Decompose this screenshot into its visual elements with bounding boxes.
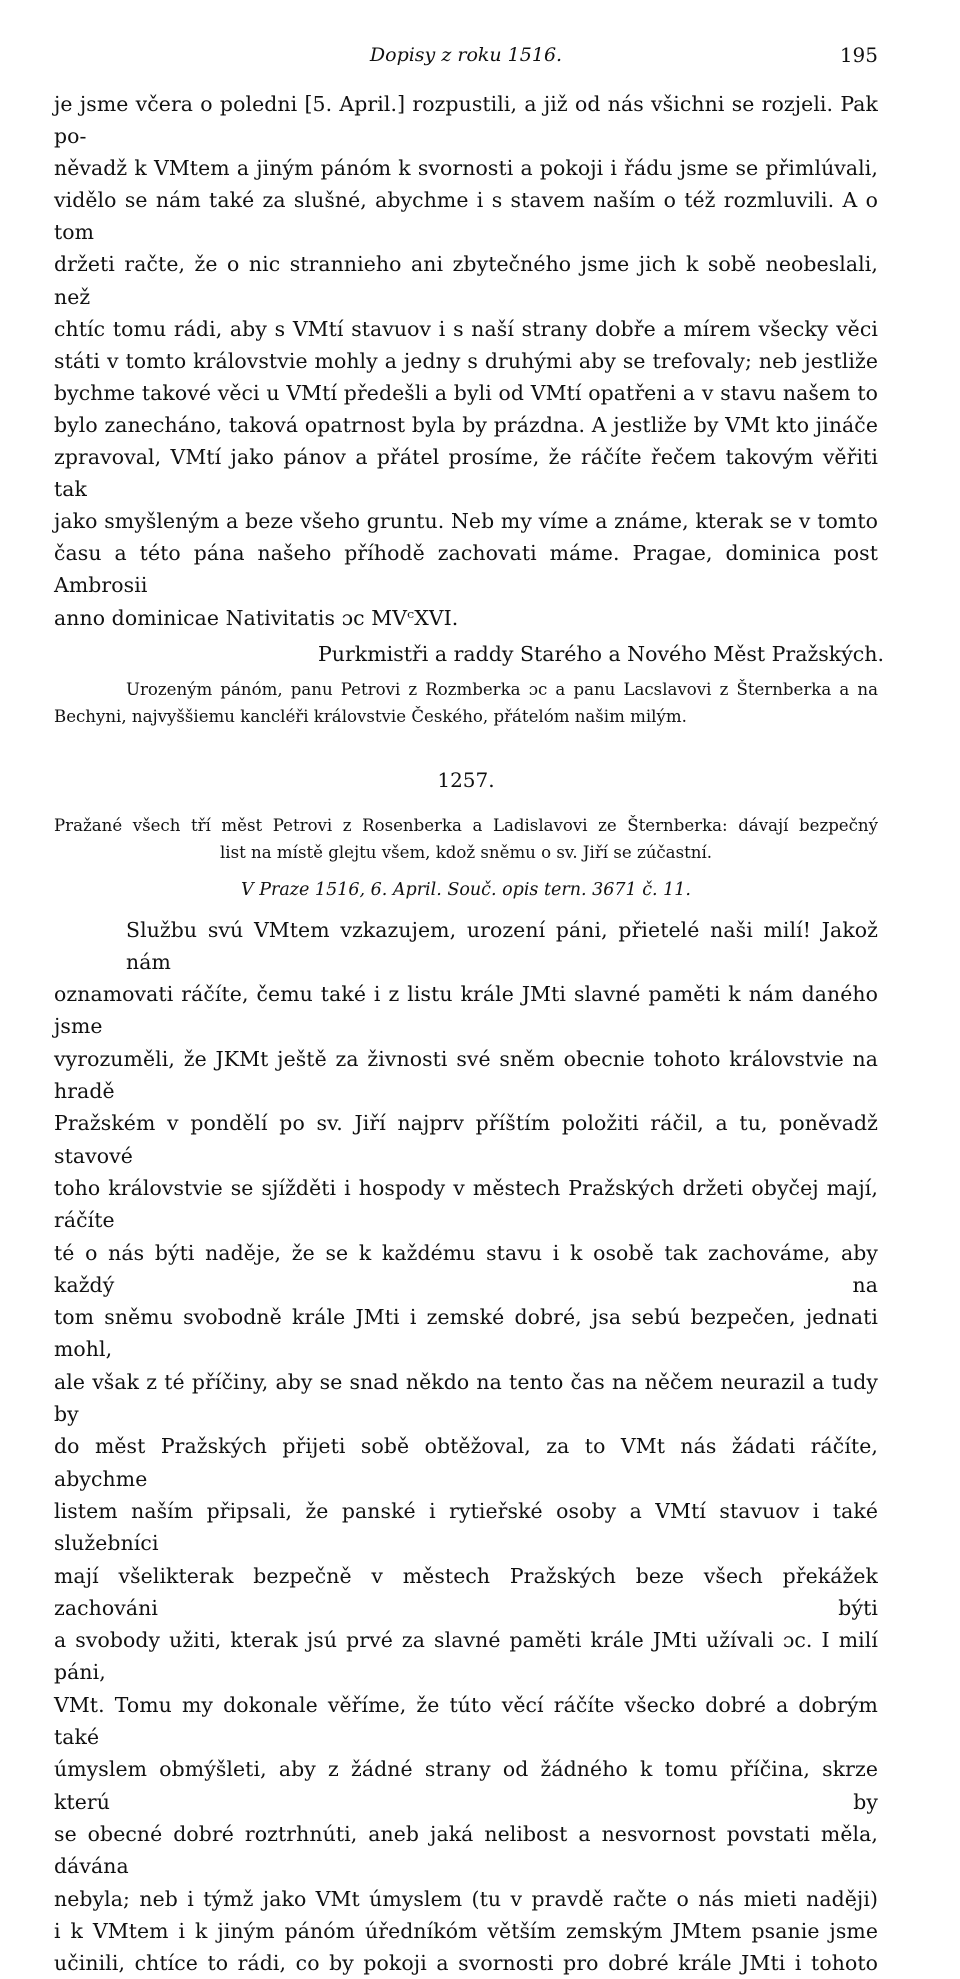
page-body [54, 88, 884, 1979]
text-line: učinili, chtíce to rádi, co by pokoji a svornosti pro dobré krále JMti i tohoto [54, 1951, 878, 1976]
text-line: anno dominicae Nativitatis ɔc MVᶜXVI. [54, 605, 459, 630]
running-title: Dopisy z roku 1516. [369, 44, 563, 66]
text-line: toho královstvie se sjížděti i hospody v městech Pražských držeti obyčej mají, ráčíte [54, 1175, 878, 1233]
text-line: oznamovati ráčíte, čemu také i z listu krále JMti slavné paměti k nám daného jsme [54, 982, 878, 1039]
text-line: a svobody užiti, kterak jsú prvé za slavné paměti krále JMti užívali ɔc. I milí páni, [54, 1628, 878, 1685]
text-line: chtíc tomu rádi, aby s VMtí stavuov i s naší strany dobře a mírem všecky věci [54, 316, 878, 341]
address-line: Bechyni, najvyššiemu kancléři královstvie Českého, přátelóm našim milým. [54, 706, 687, 726]
text-line: bychme takové věci u VMtí předešli a byli od VMtí opatřeni a v stavu našem to [54, 380, 878, 405]
signature: Purkmistři a raddy Starého a Nového Měst Pražských. [318, 641, 884, 666]
address [54, 676, 878, 730]
regest-line: list na místě glejtu všem, kdož sněmu o sv. Jiří se zúčastní. [219, 842, 713, 862]
text-line: Službu svú VMtem vzkazujem, urození páni, přietelé naši milí! Jakož nám [126, 917, 878, 974]
text-line: té o nás býti naděje, že se k každému stavu i k osobě tak zachováme, aby každý na [54, 1240, 878, 1297]
text-line: nebyla; neb i týmž jako VMt úmyslem (tu v pravdě račte o nás mieti naději) [54, 1886, 878, 1911]
text-line: času a této pána našeho příhodě zachovati máme. Pragae, dominica post Ambrosii [54, 541, 878, 598]
text-line: jako smyšleným a beze všeho gruntu. Neb my víme a známe, kterak se v tomto [54, 509, 878, 534]
text-line: ale však z té příčiny, aby se snad někdo na tento čas na něčem neurazil a tudy by [54, 1369, 878, 1427]
text-line: státi v tomto královstvie mohly a jedny s druhými aby se trefovaly; neb jestliže [54, 348, 878, 373]
text-line: mají všelikterak bezpečně v městech Pražských beze všech překážek zachováni býti [54, 1563, 878, 1620]
continued-letter-text [54, 88, 878, 634]
text-line: do měst Pražských přijeti sobě obtěžoval, za to VMt nás žádati ráčíte, abychme [54, 1434, 878, 1491]
text-line: se obecné dobré roztrhnúti, aneb jaká nelibost a nesvornost povstati měla, dávána [54, 1821, 878, 1879]
text-line: zpravoval, VMtí jako pánov a přátel prosíme, že ráčíte řečem takovým věřiti tak [54, 445, 878, 502]
text-line: i k VMtem i k jiným pánóm úředníkóm větším zemským JMtem psanie jsme [54, 1918, 878, 1943]
text-line: úmyslem obmýšleti, aby z žádné strany od žádného k tomu příčina, skrze kterú by [54, 1757, 878, 1814]
running-head [54, 40, 878, 70]
text-line: je jsme včera o poledni [5. April.] rozpustili, a již od nás všichni se rozjeli. Pak po- [54, 92, 878, 149]
text-line: VMt. Tomu my dokonale věříme, že tútо věcí ráčíte všecko dobré a dobrým také [54, 1692, 878, 1750]
address-line: Urozeným pánóm, panu Petrovi z Rozmberka ɔc a panu Lacslavovi z Šternberka a na [126, 679, 878, 699]
text-line: bylo zanecháno, taková opatrnost byla by prázdna. A jestliže by VMt kto jináče [54, 412, 878, 437]
text-line: něvadž k VMtem a jiným pánóm k svornosti a pokoji i řádu jsme se přimlúvali, [54, 156, 878, 181]
document-number: 1257. [437, 767, 495, 792]
regest-line: Pražané všech tří měst Petrovi z Rosenberka a Ladislavovi ze Šternberka: dávají bezpečný [54, 815, 878, 835]
text-line: listem naším připsali, že panské i rytieřské osoby a VMtí stavuov i také služebníci [54, 1498, 878, 1556]
text-line: tom sněmu svobodně krále JMti i zemské dobré, jsa sebú bezpečen, jednati mohl, [54, 1305, 878, 1362]
letter-text [54, 914, 878, 1979]
source-note: V Praze 1516, 6. April. Souč. opis tern. 3671 č. 11. [241, 879, 691, 900]
text-line: držeti račte, že o nic strannieho ani zbytečného jsme jich k sobě neobeslali, než [54, 252, 878, 309]
text-line: vidělo se nám také za slušné, abychme i s stavem naším o též rozmluvili. A o tom [54, 188, 878, 245]
text-line: vyrozuměli, že JKMt ještě za živnosti své sněm obecnie tohoto královstvie na hradě [54, 1046, 878, 1104]
regest [54, 812, 878, 866]
text-line: Pražském v pondělí po sv. Jiří najprv příštím položiti ráčil, a tu, poněvadž stavové [54, 1111, 878, 1168]
page-number: 195 [839, 43, 878, 67]
